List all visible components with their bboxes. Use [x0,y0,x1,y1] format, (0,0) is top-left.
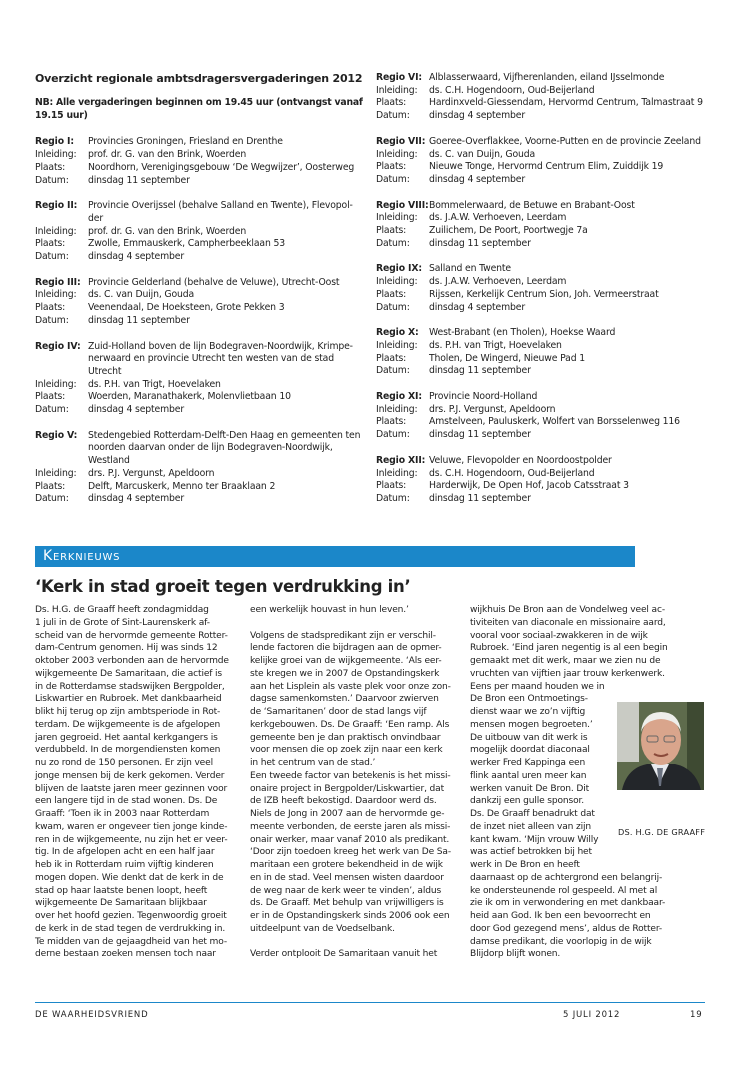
region-date: dinsdag 4 september [88,251,185,263]
region-place: Amstelveen, Pauluskerk, Wolfert van Borsselenweg 116 [429,416,680,428]
footer-rule [35,1002,705,1003]
region-row-date [35,493,367,506]
region-row-intro [35,468,367,481]
region-name: Regio XII: [376,454,426,466]
field-label: Datum: [376,429,410,441]
field-label: Inleiding: [376,339,418,351]
region-name: Regio X: [376,327,419,339]
region-row-date [376,238,706,251]
field-label: Datum: [376,365,410,377]
region-area: Veluwe, Flevopolder en Noordoostpolder [429,454,612,466]
field-label: Plaats: [376,97,407,109]
field-label: Plaats: [376,352,407,364]
region-date: dinsdag 11 september [429,237,531,249]
region-entry [35,136,367,187]
region-entry [376,72,706,123]
region-row-date [35,251,367,264]
region-name: Regio I: [35,136,74,148]
overview-right-column [376,72,706,519]
region-list-left [35,136,367,506]
region-row-date [376,110,706,123]
region-place: Veenendaal, De Hoeksteen, Grote Pekken 3 [88,302,285,314]
region-area: Goeree-Overflakkee, Voorne-Putten en de provincie Zeeland [429,135,701,147]
region-date: dinsdag 4 september [429,173,526,185]
field-label: Datum: [35,174,69,186]
footer-publication: DE WAARHEIDSVRIEND [35,1010,149,1020]
region-name: Regio IX: [376,263,422,275]
region-row-area [376,455,706,468]
region-intro: ds. J.A.W. Verhoeven, Leerdam [429,276,567,288]
region-row-place [376,225,706,238]
region-entry [376,263,706,314]
field-label: Inleiding: [35,225,77,237]
region-row-area [35,341,367,379]
region-row-place [35,302,367,315]
region-entry [376,136,706,187]
field-label: Plaats: [376,480,407,492]
region-row-date [35,175,367,188]
region-row-area [376,72,706,85]
field-label: Inleiding: [376,467,418,479]
field-label: Plaats: [35,161,66,173]
photo-caption: DS. H.G. DE GRAAFF [618,827,706,837]
field-label: Plaats: [35,480,66,492]
region-row-intro [35,149,367,162]
region-row-place [376,289,706,302]
region-entry [35,200,367,264]
region-row-area [35,430,367,468]
region-name: Regio II: [35,200,78,212]
field-label: Datum: [376,110,410,122]
region-row-place [35,238,367,251]
region-place: Zuilichem, De Poort, Poortwegje 7a [429,225,588,237]
region-row-intro [35,289,367,302]
region-place: Delft, Marcuskerk, Menno ter Braaklaan 2 [88,480,276,492]
region-entry [376,200,706,251]
region-place: Woerden, Maranathakerk, Molenvlietbaan 10 [88,391,291,403]
region-row-intro [376,149,706,162]
region-intro: ds. C. van Duijn, Gouda [88,289,195,301]
region-date: dinsdag 11 september [429,492,531,504]
field-label: Inleiding: [376,403,418,415]
portrait-photo [617,702,704,790]
region-date: dinsdag 11 september [88,314,190,326]
field-label: Plaats: [376,288,407,300]
region-row-place [376,97,706,110]
region-intro: ds. J.A.W. Verhoeven, Leerdam [429,212,567,224]
region-row-intro [376,85,706,98]
region-intro: prof. dr. G. van den Brink, Woerden [88,225,247,237]
region-place: Zwolle, Emmauskerk, Campherbeeklaan 53 [88,238,286,250]
region-place: Hardinxveld-Giessendam, Hervormd Centrum, Talmastraat 9 [429,97,703,109]
region-date: dinsdag 11 september [88,174,190,186]
region-intro: ds. P.H. van Trigt, Hoevelaken [429,339,562,351]
article-column-3: wijkhuis De Bron aan de Vondelweg veel ac- tiviteiten van diaconale en missionaire aard, vooral voor sociaal-zwakkeren in de wijk Rubroek. ‘Eind jaren negentig is al een begin gemaakt met dit werk, maar we zien nu de vruchten van vijftien jaar trouw kerkenwerk. Eens per maand houden we in De Bron een Ontmoetings- dienst waar we zo’n vijftig mensen mogen begroeten.’ De uitbouw van dit werk is mogelijk doordat diaconaal werker Fred Kappinga een flink aantal uren meer kan werken vanuit De Bron. Dit dankzij een gulle sponsor. Ds. De Graaff benadrukt dat de inzet niet alleen van zijn kant kwam. ‘Mijn vrouw Willy was actief betrokken bij het werk in De Bron en heeft daarnaast op de achtergrond een belangrij- ke ondersteunende rol gespeeld. Al met al zie ik om in verwondering en met dankbaar- heid aan God. Ik ben een bevoorrecht en door God gezegend mens’, aldus de Rotter- damse predikant, die voorlopig in de wijk Blijdorp blijft wonen. [470,605,668,960]
region-name: Regio VI: [376,72,422,83]
region-intro: prof. dr. G. van den Brink, Woerden [88,149,247,161]
field-label: Plaats: [35,302,66,314]
field-label: Inleiding: [376,276,418,288]
field-label: Inleiding: [35,149,77,161]
field-label: Inleiding: [376,84,418,96]
region-area: Bommelerwaard, de Betuwe en Brabant-Oost [429,199,635,211]
region-row-intro [376,468,706,481]
region-row-intro [376,212,706,225]
region-place: Rijssen, Kerkelijk Centrum Sion, Joh. Vermeerstraat [429,288,659,300]
region-row-area [376,327,706,340]
field-label: Datum: [35,404,69,416]
region-row-area [376,391,706,404]
region-date: dinsdag 4 september [429,301,526,313]
region-row-intro [35,226,367,239]
field-label: Plaats: [376,161,407,173]
section-label: Kerknieuws [43,548,121,564]
region-row-place [376,161,706,174]
region-name: Regio III: [35,276,81,288]
field-label: Plaats: [376,416,407,428]
field-label: Inleiding: [376,212,418,224]
region-entry [35,430,367,506]
region-row-place [35,162,367,175]
region-name: Regio VII: [376,135,426,147]
field-label: Plaats: [35,238,66,250]
region-date: dinsdag 11 september [429,429,531,441]
article-title: ‘Kerk in stad groeit tegen verdrukking in’ [35,577,411,596]
field-label: Datum: [35,493,69,505]
article-column-1: Ds. H.G. de Graaff heeft zondagmiddag 1 juli in de Grote of Sint-Laurenskerk af- scheid van de hervormde gemeente Rotter- dam-Centrum genomen. Hij was sinds 12 oktober 2003 verbonden aan de hervormde wijkgemeente De Samaritaan, die actief is in de Rotterdamse stadswijken Bergpolder, Liskwartier en Rubroek. Met dankbaarheid blikt hij terug op zijn ambtsperiode in Rot- terdam. De wijkgemeente is de afgelopen jaren gegroeid. Het aantal kerkgangers is verdubbeld. In de morgendiensten komen nu zo rond de 150 personen. Er zijn veel jonge mensen bij de kerk gekomen. Verder blijven de laatste jaren meer gezinnen voor een langere tijd in de stad wonen. Ds. De Graaff: ‘Toen ik in 2003 naar Rotterdam kwam, waren er ongeveer tien jonge kinde- ren in de wijkgemeente, nu zijn het er veer- tig. In de afgelopen acht en een half jaar heb ik in Rotterdam ruim vijftig kinderen mogen dopen. Wie denkt dat de kerk in de stad op haar laatste benen loopt, heeft wijkgemeente De Samaritaan blijkbaar over het hoofd gezien. Tegenwoordig groeit de kerk in de stad tegen de verdrukking in. Te midden van de gejaagdheid van het mo- derne bestaan zoeken mensen toch naar [35,605,229,960]
article-column-2: een werkelijk houvast in hun leven.’ Volgens de stadspredikant zijn er verschil- lende factoren die bijdragen aan de opmer- kelijke groei van de wijkgemeente. ‘Als eer- ste kregen we in 2007 de Opstandingskerk aan het Lisplein als vaste plek voor onze zon- dagse samenkomsten.’ Daarvoor zwierven de ‘Samaritanen’ door de stad langs vijf kerkgebouwen. Ds. De Graaff: ‘Een ramp. Als gemeente ben je dan praktisch onvindbaar voor mensen die op zoek zijn naar een kerk in het centrum van de stad.’ Een tweede factor van betekenis is het missi- onaire project in Bergpolder/Liskwartier, dat de IZB heeft bekostigd. Daardoor werd ds. Niels de Jong in 2007 aan de hervormde ge- meente verbonden, de eerste jaren als missi- onair werker, maar vanaf 2010 als predikant. ‘Door zijn toedoen kreeg het werk van De Sa- maritaan een grotere bekendheid in de wijk en in de stad. Veel mensen wisten daardoor de weg naar de kerk weer te vinden’, aldus ds. De Graaff. Met behulp van vrijwilligers is er in de Opstandingskerk sinds 2006 ook een uitdeelpunt van de Voedselbank. Verder ontplooit De Samaritaan vanuit het [250,605,451,960]
region-name: Regio VIII: [376,199,429,211]
region-place: Noordhorn, Verenigingsgebouw ‘De Wegwijzer’, Oosterweg [88,161,355,173]
field-label: Datum: [376,173,410,185]
region-date: dinsdag 4 september [429,110,526,122]
region-area: Salland en Twente [429,263,511,275]
field-label: Plaats: [376,225,407,237]
region-date: dinsdag 4 september [88,493,185,505]
region-row-area [376,136,706,149]
region-entry [376,391,706,442]
region-row-intro [35,379,367,392]
region-name: Regio IV: [35,340,81,352]
field-label: Datum: [376,492,410,504]
region-row-area [35,277,367,290]
region-row-place [376,416,706,429]
region-place: Nieuwe Tonge, Hervormd Centrum Elim, Zuiddijk 19 [429,161,664,173]
region-list-right [376,72,706,506]
region-row-date [376,174,706,187]
region-date: dinsdag 4 september [88,404,185,416]
footer-date: 5 JULI 2012 [563,1010,621,1020]
region-area: Provincie Gelderland (behalve de Veluwe), Utrecht-Oost [88,276,340,288]
region-row-area [35,200,367,225]
region-name: Regio V: [35,429,78,441]
region-area: Provincie Overijssel (behalve Salland en Twente), Flevopol- der [88,200,353,224]
region-entry [35,277,367,328]
field-label: Inleiding: [376,148,418,160]
section-banner [35,546,635,567]
region-area: Provincies Groningen, Friesland en Drenthe [88,136,283,148]
region-row-date [376,493,706,506]
region-row-date [376,429,706,442]
region-row-intro [376,404,706,417]
region-row-area [35,136,367,149]
region-row-date [376,302,706,315]
region-area: West-Brabant (en Tholen), Hoekse Waard [429,327,616,339]
region-row-place [376,353,706,366]
region-area: Zuid-Holland boven de lijn Bodegraven-Noordwijk, Krimpe- nerwaard en provincie Utrecht ten westen van de stad Utrecht [88,340,353,377]
field-label: Inleiding: [35,378,77,390]
field-label: Datum: [35,314,69,326]
region-name: Regio XI: [376,391,422,403]
field-label: Datum: [376,237,410,249]
region-entry [376,327,706,378]
region-intro: ds. P.H. van Trigt, Hoevelaken [88,378,221,390]
region-row-area [376,263,706,276]
region-entry [376,455,706,506]
field-label: Datum: [376,301,410,313]
region-intro: drs. P.J. Vergunst, Apeldoorn [88,467,215,479]
field-label: Datum: [35,251,69,263]
region-row-place [35,391,367,404]
region-row-date [376,365,706,378]
overview-left-column [35,72,367,519]
region-row-intro [376,340,706,353]
overview-title: Overzicht regionale ambtsdragersvergaderingen 2012 [35,72,363,85]
region-intro: ds. C.H. Hogendoorn, Oud-Beijerland [429,467,595,479]
region-intro: ds. C.H. Hogendoorn, Oud-Beijerland [429,84,595,96]
page-number: 19 [690,1010,703,1020]
overview-note: NB: Alle vergaderingen beginnen om 19.45 uur (ontvangst vanaf 19.15 uur) [35,97,363,121]
region-row-place [376,480,706,493]
field-label: Inleiding: [35,289,77,301]
region-area: Stedengebied Rotterdam-Delft-Den Haag en gemeenten ten noorden daarvan onder de lijn Bodegraven-Noordwijk, Westland [88,429,361,467]
region-area: Provincie Noord-Holland [429,391,538,403]
region-row-intro [376,276,706,289]
region-area: Alblasserwaard, Vijfherenlanden, eiland IJsselmonde [429,72,665,83]
field-label: Inleiding: [35,467,77,479]
region-intro: drs. P.J. Vergunst, Apeldoorn [429,403,556,415]
region-row-date [35,404,367,417]
region-row-date [35,315,367,328]
region-entry [35,341,367,417]
region-intro: ds. C. van Duijn, Gouda [429,148,536,160]
field-label: Plaats: [35,391,66,403]
region-date: dinsdag 11 september [429,365,531,377]
region-row-place [35,481,367,494]
region-place: Harderwijk, De Open Hof, Jacob Catsstraat 3 [429,480,629,492]
region-place: Tholen, De Wingerd, Nieuwe Pad 1 [429,352,586,364]
region-row-area [376,200,706,213]
